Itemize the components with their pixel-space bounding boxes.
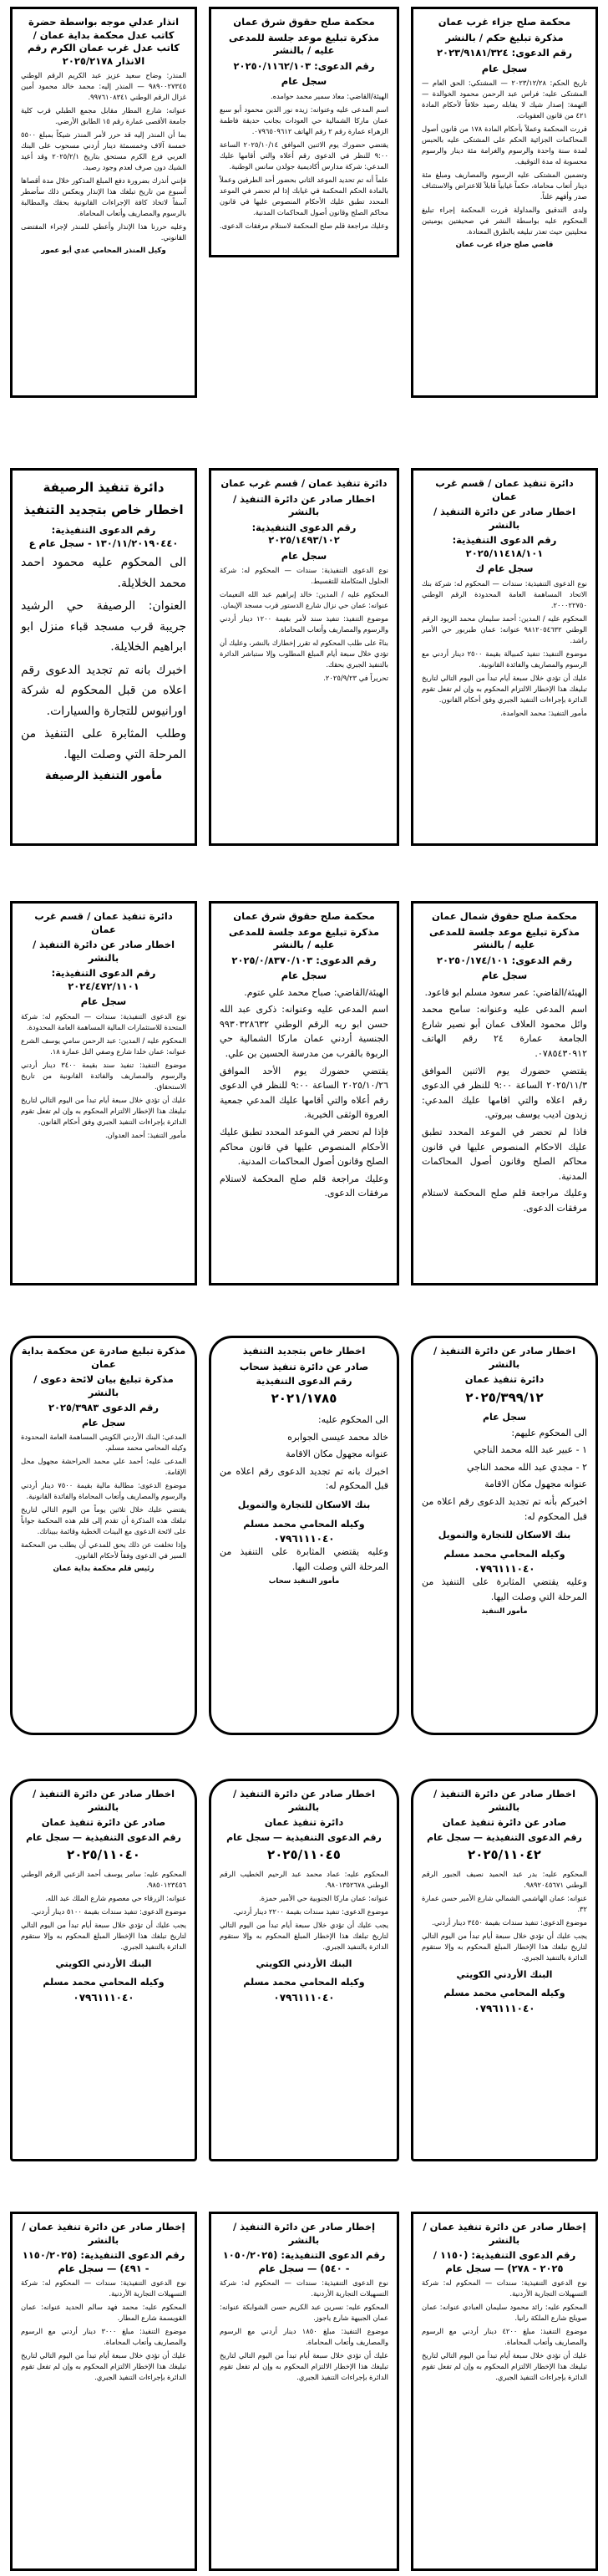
notice-paragraph: موضوع التنفيذ: مبلغ ١٨٥٠ دينار أردني مع الرسوم والمصاريف وأتعاب المحاماة. bbox=[220, 2327, 388, 2347]
notice-paragraph: مأمور التنفيذ: محمد الحوامدة. bbox=[500, 708, 587, 717]
notice-title: إخطار صادر عن دائرة تنفيذ عمان / بالنشر bbox=[423, 2221, 586, 2246]
notice-lead: الهيئة/القاضي: عمر سعود مسلم ابو قاعود. bbox=[424, 986, 587, 998]
notice-paragraph: عليك أن تؤدي خلال سبعة أيام تبدأ من اليوم التالي لتاريخ تبليغك هذا الإخطار الالتزام المحكوم به وإن لم تفعل تقوم الدائرة بإجراءات التنفيذ الجبري وفق أحكام القانون. bbox=[21, 1095, 186, 1126]
creditor-bank: بنك الاسكان للتجارة والتمويل bbox=[237, 1499, 371, 1510]
notice-paragraph: فإذا لم تحضر في الموعد المحدد تطبق عليك الأحكام المنصوص عليها في قانون محاكم الصلح وقانون أصول المحاكمات المدنية. bbox=[220, 1126, 388, 1168]
legal-warning-notice bbox=[10, 7, 197, 398]
case-number: رقم الدعوى التنفيذية: ١٣٠/١١/٢٠١٩٠٤٤٠ - سجل عام ع bbox=[28, 524, 179, 549]
notice-title: محكمة صلح حقوق شمال عمان bbox=[432, 910, 577, 922]
notice-paragraph: اسم المدعى عليه وعنوانه: ذكرى عبد الله حسن ابو ريه الرقم الوطني ٩٩٣٠٣٢٨٦٣٢ الجنسية أردني عمان ماركا الشمالية حي الربوة بالقرب من مدرسة الحسين بن علي. bbox=[220, 1004, 388, 1059]
notice-paragraph: عنوانه: الزرقاء حي معصوم شارع الملك عبد الله. bbox=[45, 1893, 186, 1902]
notice-paragraph: يقتضي حضورك يوم الأحد الموافق ٢٠٢٥/١٠/٢٦ الساعة ٩:٠٠ للنظر في الدعوى رقم أعلاه والتي أقامها عليك المدعي جمعية العروة الوثقى الخيرية. bbox=[220, 1065, 388, 1121]
notice-paragraph: المحكوم عليه / المدين: عبد الرحمن سامي يوسف الشرع عنوانه: عمان خلدا شارع وصفي التل عمارة ١٨. bbox=[21, 1036, 186, 1056]
notice-paragraph: العنوان: الرصيفة حي الرشيد جريبة قرب مسجد قباء منزل ابو ابراهيم الخلايلة. bbox=[21, 599, 186, 654]
execution-notice bbox=[10, 901, 197, 1285]
notice-paragraph: المحكوم عليه: نسرين عبد الكريم حسن الشوابكة عنوانه: عمان الجبيهة شارع ياجوز. bbox=[220, 2303, 388, 2323]
lawyer-name: وكيله المحامي محمد مسلم bbox=[43, 1977, 165, 1988]
case-number: رقم الدعوى: ٢٠٢٥/٠/٨٣٧٠/١٠٣ bbox=[231, 954, 377, 966]
execution-notice bbox=[10, 1779, 197, 2161]
creditor-bank: البنك الأردني الكويتي bbox=[55, 1957, 152, 1969]
case-number: ٢٠٢٥/٣٩٩/١٢ bbox=[465, 1389, 544, 1405]
notice-title: اخطار صادر عن دائرة التنفيذ / بالنشر bbox=[433, 1788, 576, 1813]
notice-paragraph: المحكوم عليه: رائد محمود سليمان العبادي عنوانه: عمان صويلح شارع الملكة رانيا. bbox=[422, 2303, 587, 2323]
execution-renewal-notice bbox=[411, 1336, 598, 1735]
notice-paragraph: علماً أنه تم تحديد الموعد الثاني بحضور أحد الطرفين وعملاً بالمادة الحكم المحكمة في غيابك إذا لم تحضر في الموعد المحدد تطبق عليك الأحكام المنصوص عليها في قانون محاكم الصلح وقانون أصول المحاكمات المدنية. bbox=[220, 175, 388, 216]
notice-paragraph: نوع الدعوى التنفيذية: سندات — المحكوم له: شركة الحلول المتكاملة للتقسيط. bbox=[220, 566, 388, 586]
case-number: رقم الدعوى التنفيذية: ٢٠٢٥/١١٤١٨/١٠١ bbox=[452, 534, 557, 559]
notice-subtitle: صادر عن دائرة تنفيذ عمان bbox=[41, 1816, 166, 1829]
case-number: ٢٠٢٥/١١٠٤٥ bbox=[267, 1846, 341, 1862]
notice-title: محكمة صلح جزاء غرب عمان bbox=[438, 16, 571, 28]
case-type: سجل عام bbox=[80, 995, 127, 1008]
notice-title: مذكرة تبليغ صادرة عن محكمة بداية عمان bbox=[21, 1345, 186, 1370]
notice-paragraph: المدعي: البنك الأردني الكويتي المساهمة العامة المحدودة وكيله المحامي محمد مسلم. bbox=[21, 1432, 186, 1452]
notice-paragraph: موضوع التنفيذ: تنفيذ كمبيالة بقيمة ٢٥٠٠ دينار أردني مع الرسوم والمصاريف والفائدة القانونية. bbox=[422, 649, 587, 669]
notice-paragraph: عليك أن تؤدي خلال سبعة أيام تبدأ من اليوم التالي لتاريخ تبليغك هذا الإخطار الالتزام المحكوم به وإن لم تفعل تقوم الدائرة بإجراءات التنفيذ الجبري وفق أحكام القانون. bbox=[422, 673, 587, 704]
execution-renewal-notice bbox=[209, 1336, 399, 1735]
case-type: سجل عام bbox=[481, 62, 528, 74]
notice-paragraph: وعليك مراجعة قلم صلح المحكمة لاستلام مرفقات الدعوى. bbox=[220, 1173, 388, 1199]
notice-signature: قاضي صلح جزاء غرب عمان bbox=[455, 241, 554, 250]
notice-subtitle: اخطار صادر عن دائرة التنفيذ / بالنشر bbox=[232, 492, 376, 518]
notice-paragraph: وعليه حررنا هذا الإنذار وأعطي للمنذر لإجراء المقتضى القانوني. bbox=[21, 222, 186, 242]
notice-paragraph: عليك أن تؤدي خلال سبعة أيام تبدأ من اليوم التالي لتاريخ تبليغك هذا الإخطار الالتزام المحكوم به وإن لم تفعل تقوم الدائرة بإجراءات التنفيذ الجبري. bbox=[21, 2351, 186, 2382]
notice-title: اخطار صادر عن دائرة التنفيذ / بالنشر bbox=[433, 1345, 576, 1370]
notice-line: اخبرك بانه تم تجديد الدعوى رقم اعلاه من قبل المحكوم له: bbox=[220, 1465, 388, 1492]
lawyer-name: وكيله المحامي محمد مسلم bbox=[243, 1977, 365, 1988]
notice-subtitle: مذكرة تبليغ بيان لائحة دعوى / بالنشر bbox=[33, 1373, 174, 1398]
notice-paragraph: يجب عليك أن تؤدي خلال سبعة أيام تبدأ من اليوم التالي لتاريخ تبلغك هذا الإخطار المبلغ المحكوم به وإلا ستقوم الدائرة بالتنفيذ الجبري. bbox=[21, 1920, 186, 1951]
notice-paragraph: اخبرك بانه تم تجديد الدعوى رقم اعلاه من قبل المحكوم له شركة اورانيوس للتجارة والسيارات. bbox=[21, 663, 186, 718]
notice-paragraph: المنذر: وضاح سعيد عزيز عبد الكريم الرقم الوطني ٩٨٩٠٠٢٧٣٤٥ — المنذر إليه: محمد خالد محمود أمين غزال الرقم الوطني ٩٩٧٦١٠٨٣٤١. bbox=[21, 71, 186, 102]
execution-notice bbox=[411, 468, 598, 846]
notice-subtitle: اخطار صادر عن دائرة التنفيذ / بالنشر bbox=[433, 506, 576, 531]
notice-paragraph: عليك أن تؤدي خلال سبعة أيام تبدأ من اليوم التالي لتاريخ تبليغك هذا الإخطار الالتزام المحكوم به وإن لم تفعل تقوم الدائرة بإجراءات التنفيذ الجبري. bbox=[220, 2351, 388, 2382]
case-number: ٢٠٢١/١٧٨٥ bbox=[271, 1391, 337, 1407]
notice-paragraph: المحكوم عليه / المدين: أحمد سليمان محمد الزيود الرقم الوطني ٩٨١٢٠٥٤٦٣٢ عنوانه: عمان طبربور حي الأمير راشد. bbox=[422, 613, 587, 644]
notice-paragraph: قررت المحكمة وعملاً بأحكام المادة ١٧٨ من قانون أصول المحاكمات الجزائية الحكم على المشتكى عليه بالحبس لمدة سنة واحدة والرسوم والغرامة مئة دينار والرسوم محسوبة له مدة التوقيف. bbox=[422, 125, 588, 166]
notice-paragraph: موضوع الدعوى: تنفيذ سندات بقيمة ٥١٠٠ دينار أردني. bbox=[31, 1907, 186, 1916]
execution-notice bbox=[209, 2212, 399, 2571]
notice-subtitle: مذكرة تبليغ موعد جلسة للمدعى عليه / بالنشر bbox=[428, 925, 580, 951]
phone-number: ٠٧٩٦١١١٠٤٠ bbox=[273, 1991, 335, 2003]
notice-title: دائرة تنفيذ الرصيفة bbox=[43, 480, 165, 495]
notice-title: دائرة تنفيذ عمان / قسم غرب عمان bbox=[220, 477, 388, 489]
lawyer-name: وكيله المحامي محمد مسلم bbox=[443, 1988, 565, 1999]
notice-subtitle: مذكرة تبليغ حكم / بالنشر bbox=[445, 31, 564, 43]
notice-signature: مأمور التنفيذ bbox=[481, 1607, 528, 1616]
creditor-bank: البنك الأردني الكويتي bbox=[256, 1957, 352, 1969]
phone-number: ٠٧٩٦١١١٠٤٠ bbox=[474, 1563, 535, 1576]
creditor-bank: البنك الأردني الكويتي bbox=[456, 1968, 553, 1980]
notice-paragraph: المحكوم عليه: عماد محمد عبد الرحيم الخطيب الرقم الوطني ٩٨٠١٣٥٢٦٧٨. bbox=[220, 1869, 388, 1889]
execution-notice bbox=[411, 1779, 598, 2161]
court-claim-notice bbox=[10, 1336, 197, 1735]
notice-paragraph: عنوانه: عمان الهاشمي الشمالي شارع الأمير حسن عمارة ٣٢. bbox=[422, 1893, 587, 1913]
notice-paragraph: وطلب المثابرة على التنفيذ من المرحلة التي وصلت اليها. bbox=[21, 727, 186, 761]
case-type: سجل عام bbox=[481, 970, 528, 982]
execution-notice bbox=[209, 1779, 399, 2161]
notice-paragraph: موضوع التنفيذ: تنفيذ سند لأمر بقيمة ١٢٠٠ دينار أردني والرسوم والمصاريف وأتعاب المحاماة. bbox=[220, 614, 389, 634]
notice-paragraph: بما أن المنذر إليه قد حرر لأمر المنذر شيكاً بمبلغ ٥٥٠٠ خمسة آلاف وخمسمئة دينار أردني مسحوب على البنك العربي فرع الكرم مستحق بتاريخ ٢٠٢٥/٢/١ وقد أعيد الشيك دون صرف لعدم وجود رصيد. bbox=[21, 130, 186, 172]
case-number: رقم الدعوى التنفيذية: (١٠٥٠/٢٠٢٥ - ٥٤٠) — سجل عام bbox=[222, 2249, 386, 2274]
execution-notice bbox=[411, 2212, 598, 2571]
notice-line: اخبركم بأنه تم تجديد الدعوى رقم اعلاه من قبل المحكوم له: bbox=[422, 1495, 587, 1522]
notice-paragraph: بناءً على طلب المحكوم له تقرر إخطارك بالنشر، وعليك أن تؤدي خلال سبعة أيام المبلغ المطلوب وإلا ستباشر الدائرة بالتنفيذ الجبري بحقك. bbox=[220, 639, 388, 669]
notice-subtitle: دائرة تنفيذ عمان bbox=[464, 1373, 545, 1386]
notice-signature: مأمور التنفيذ الرصيفة bbox=[44, 770, 163, 783]
notice-subtitle: اخطار صادر عن دائرة التنفيذ / بالنشر bbox=[32, 939, 175, 964]
execution-notice bbox=[209, 468, 399, 846]
notice-subtitle: مذكرة تبليغ موعد جلسة للمدعى عليه / بالنشر bbox=[228, 31, 379, 57]
notice-lead: الهيئة/القاضي: صباح محمد علي عتوم. bbox=[244, 986, 388, 998]
case-type: رقم الدعوى التنفيذية — سجل عام bbox=[427, 1831, 582, 1843]
notice-paragraph: تحريراً في ٢٠٢٥/٩/٢٣. bbox=[323, 674, 388, 683]
case-number: رقم الدعوى: ٢٠٢٥٠/١١٦٢/١٠٣ bbox=[233, 59, 375, 72]
notice-line: خالد محمد عيسى الجوابره bbox=[287, 1431, 388, 1443]
notice-paragraph: وعليك مراجعة قلم صلح المحكمة لاستلام مرفقات الدعوى. bbox=[219, 221, 388, 230]
notice-title: محكمة صلح حقوق شرق عمان bbox=[233, 16, 375, 28]
notice-paragraph: نوع الدعوى التنفيذية: سندات — المحكوم له: شركة المتحدة للاستثمارات المالية المساهمة العامة المحدودة. bbox=[21, 1011, 186, 1031]
notice-title: اخطار صادر عن دائرة التنفيذ / بالنشر bbox=[32, 1788, 175, 1813]
notice-title: إخطار صادر عن دائرة التنفيذ / بالنشر bbox=[232, 2221, 376, 2246]
notice-paragraph: اسم المدعى عليه وعنوانه: زيده نور الدين محمود أبو سبع عمان ماركا الشمالية حي العودات بجانب حديقة فاطمة الزهراء عمارة رقم ٢ رقم الهاتف ٠٧٩٦٥٠٩٦١٢. bbox=[220, 104, 388, 135]
notice-title: دائرة تنفيذ عمان / قسم غرب عمان bbox=[435, 477, 574, 502]
phone-number: ٠٧٩٦١١١٠٤٠ bbox=[73, 1991, 134, 2003]
notice-paragraph: موضوع الدعوى: تنفيذ سندات بقيمة ٢٢٠٠ دينار أردني. bbox=[233, 1907, 388, 1916]
notice-title: انذار عدلي موجه بواسطة حضرة كاتب عدل محكمة بداية عمان / كاتب عدل غرب عمان الكرم رقم الانذار ٢٠٢٥/٢١٧٨ bbox=[28, 16, 180, 67]
creditor-bank: بنك الاسكان للتجارة والتمويل bbox=[438, 1530, 571, 1541]
notice-paragraph: المحكوم عليه: بدر عبد الحميد نصيف الجبور الرقم الوطني ٩٨٩٢٠٤٥٦٧١. bbox=[422, 1869, 587, 1889]
case-type: رقم الدعوى التنفيذية — سجل عام bbox=[26, 1831, 181, 1843]
notice-line: عنوانه مجهول مكان الاقامة bbox=[286, 1448, 388, 1460]
case-type: رقم الدعوى التنفيذية — سجل عام bbox=[226, 1831, 382, 1843]
lawyer-name: وكيله المحامي محمد مسلم bbox=[243, 1518, 365, 1530]
notice-paragraph: المحكوم عليه: سامر يوسف أحمد الزعبي الرقم الوطني ٩٨٥٠١٢٣٤٥٦. bbox=[21, 1869, 186, 1889]
case-number: رقم الدعوى: ٢٠٢٣/٩١٨١/٣٢٤ bbox=[437, 47, 572, 59]
notice-paragraph: تاريخ الحكم: ٢٠٢٣/١٢/٢٨ — المشتكي: الحق العام — المشتكى عليه: فراس عبد الرحمن محمود الخوالدة — التهمة: إصدار شيك لا يقابله رصيد خلافاً لأحكام المادة ٤٢١ من قانون العقوبات. bbox=[422, 79, 588, 120]
notice-line: الى المحكوم عليهم: bbox=[511, 1427, 587, 1438]
notice-paragraph: نوع الدعوى التنفيذية: سندات — المحكوم له: شركة التسهيلات التجارية الأردنية. bbox=[21, 2278, 186, 2299]
notice-subtitle: دائرة تنفيذ عمان bbox=[264, 1816, 344, 1829]
case-type: سجل عام bbox=[281, 549, 327, 562]
notice-signature: وكيل المنذر المحامي عدي أبو عمور bbox=[41, 247, 166, 256]
notice-paragraph: وعليك مراجعة قلم صلح المحكمة لاستلام مرفقات الدعوى. bbox=[422, 1188, 587, 1214]
notice-signature: رئيس قلم محكمة بداية عمان bbox=[53, 1564, 155, 1573]
notice-paragraph: ولدى التدقيق والمداولة قررت المحكمة إجراء تبليغ المحكوم عليه بواسطة النشر في صحيفتين يوميتين محليتين حيث تعذر تبليغه بالطرق المعتادة. bbox=[422, 206, 587, 237]
notice-title: اخطار خاص بتجديد التنفيذ bbox=[242, 1345, 366, 1357]
notice-paragraph: مأمور التنفيذ: أحمد العدوان. bbox=[104, 1130, 186, 1139]
notice-paragraph: يقتضي حضورك يوم الاثنين الموافق ٢٠٢٥/١٠/١٤ الساعة ٩:٠٠ للنظر في الدعوى رقم أعلاه والتي أقامها عليك المدعي: شركة مدارس أكاديمية جولدن سانس الوطنية. bbox=[220, 140, 388, 171]
notice-paragraph: موضوع التنفيذ: مبلغ ٤٢٠٠ دينار أردني مع الرسوم والمصاريف وأتعاب المحاماة. bbox=[422, 2327, 587, 2347]
notice-paragraph: يجب عليك أن تؤدي خلال سبعة أيام تبدأ من اليوم التالي لتاريخ تبلغك هذا الإخطار المبلغ المحكوم به وإلا ستقوم الدائرة بالتنفيذ الجبري. bbox=[422, 1931, 587, 1962]
notice-paragraph: يجب عليك أن تؤدي خلال سبعة أيام تبدأ من اليوم التالي لتاريخ تبلغك هذا الإخطار المبلغ المحكوم به وإلا ستقوم الدائرة بالتنفيذ الجبري. bbox=[220, 1920, 388, 1951]
notice-footer: وعليه يقتضي المثابرة على التنفيذ من المرحلة التي وصلت اليها. bbox=[422, 1576, 587, 1602]
notice-title: دائرة تنفيذ عمان / قسم غرب عمان bbox=[34, 910, 173, 935]
court-judgment-notice bbox=[411, 7, 598, 398]
lawyer-name: وكيله المحامي محمد مسلم bbox=[443, 1548, 565, 1560]
notice-paragraph: المحكوم عليه / المدين: خالد إبراهيم عبد الله النعيمات عنوانه: عمان حي نزال شارع الدستور قرب مسجد الإيمان. bbox=[220, 590, 388, 610]
case-number: رقم الدعوى التنفيذية: ٢٠٢٥/١٤٩٣/١٠٢ bbox=[251, 521, 357, 547]
hearing-summons-notice bbox=[411, 901, 598, 1285]
notice-title: إخطار صادر عن دائرة تنفيذ عمان / بالنشر bbox=[22, 2221, 185, 2246]
case-number: رقم الدعوى ٢٠٢٥/٣٩٨٣ bbox=[48, 1402, 160, 1414]
case-type: سجل عام bbox=[281, 970, 327, 982]
notice-paragraph: يقتضي عليك خلال ثلاثين يوماً من اليوم التالي لتاريخ تبلغك هذه المذكرة أن تقدم إلى قلم هذه المحكمة جواباً على لائحة الدعوى مع البينات الخطية وقائمة ببيناتك. bbox=[21, 1504, 186, 1535]
notice-paragraph: موضوع التنفيذ: تنفيذ سند بقيمة ٣٤٠٠ دينار أردني والرسوم والمصاريف والفائدة القانونية من تاريخ الاستحقاق. bbox=[21, 1060, 187, 1091]
notice-paragraph: موضوع التنفيذ: مبلغ ٣٠٠٠ دينار أردني مع الرسوم والمصاريف وأتعاب المحاماة. bbox=[21, 2327, 186, 2347]
notice-paragraph: نوع الدعوى التنفيذية: سندات — المحكوم له: شركة بنك الاتحاد المساهمة العامة المحدودة الرقم الوطني ٢٠٠٠٢٢٧٥٠. bbox=[422, 578, 587, 609]
hearing-summons-notice bbox=[209, 901, 399, 1285]
case-type: سجل عام bbox=[281, 75, 327, 88]
notice-subtitle: مذكرة تبليغ موعد جلسة للمدعى عليه / بالنشر bbox=[228, 925, 379, 951]
notice-title: اخطار صادر عن دائرة التنفيذ / بالنشر bbox=[232, 1788, 376, 1813]
case-type: سجل عام bbox=[482, 1411, 527, 1423]
case-number: ٢٠٢٥/١١٠٤٠ bbox=[67, 1846, 140, 1862]
notice-paragraph: عنوانه: شارع المطار مقابل مجمع الطبلي قرب كلية جامعة الأقصى عمارة رقم ١٥ الطابق الأرضي. bbox=[21, 106, 186, 126]
notice-paragraph: نوع الدعوى التنفيذية: سندات — المحكوم له: شركة التسهيلات التجارية الأردنية. bbox=[422, 2278, 587, 2299]
notice-subtitle: صادر عن دائرة تنفيذ سحاب bbox=[239, 1360, 369, 1372]
execution-renewal-notice bbox=[10, 468, 197, 846]
case-type: سجل عام ك bbox=[475, 563, 534, 575]
case-number: ٢٠٢٥/١١٠٤٢ bbox=[468, 1846, 541, 1862]
notice-paragraph: وإذا تخلفت عن ذلك يحق للمدعي أن يطلب من المحكمة السير في الدعوى وفقاً لأحكام القانون. bbox=[21, 1540, 186, 1560]
notice-paragraph: نوع الدعوى التنفيذية: سندات — المحكوم له: شركة التسهيلات التجارية الأردنية. bbox=[220, 2278, 388, 2299]
notice-line: ١ - عبير عبد الله محمد الناجي bbox=[474, 1444, 587, 1456]
notice-paragraph: عنوانه: عمان ماركا الجنوبية حي الأمير حمزة. bbox=[258, 1893, 388, 1902]
case-type: سجل عام bbox=[81, 1417, 126, 1428]
notice-paragraph: عليك أن تؤدي خلال سبعة أيام تبدأ من اليوم التالي لتاريخ تبليغك هذا الإخطار الالتزام المحكوم به وإن لم تفعل تقوم الدائرة بإجراءات التنفيذ الجبري. bbox=[422, 2351, 587, 2382]
notice-signature: مأمور التنفيذ سحاب bbox=[268, 1577, 340, 1586]
phone-number: ٠٧٩٦١١١٠٤٠ bbox=[273, 1533, 335, 1545]
phone-number: ٠٧٩٦١١١٠٤٠ bbox=[474, 2002, 535, 2014]
notice-paragraph: المحكوم عليه: محمد فهد سالم الحديد عنوانه: عمان القويسمة شارع المطار. bbox=[21, 2303, 186, 2323]
execution-notice bbox=[10, 2212, 197, 2571]
case-number: رقم الدعوى التنفيذية: (١١٥٠/٢٠٢٥ - ٤٩١) — سجل عام bbox=[22, 2249, 185, 2274]
notice-paragraph: الى المحكوم عليه محمود احمد محمد الخلايلة. bbox=[21, 556, 186, 590]
case-number: رقم الدعوى التنفيذية: ٢٠٢٤/٤٧٢/١١٠١ bbox=[51, 967, 156, 992]
hearing-summons-notice bbox=[209, 7, 399, 257]
notice-subtitle: صادر عن دائرة تنفيذ عمان bbox=[442, 1816, 567, 1829]
notice-paragraph: وتضمين المشتكى عليه الرسوم والمصاريف ومبلغ مئة دينار أتعاب محاماة، حكماً غيابياً قابلاً للاعتراض والاستئناف صدر وأفهم علناً. bbox=[422, 171, 587, 201]
notice-paragraph: موضوع الدعوى: مطالبة مالية بقيمة ٧٥٠٠ دينار أردني والرسوم والمصاريف وأتعاب المحاماة والفائدة القانونية. bbox=[21, 1480, 186, 1500]
notice-paragraph: موضوع الدعوى: تنفيذ سندات بقيمة ٣٤٥٠ دينار أردني. bbox=[432, 1917, 587, 1927]
notice-paragraph: فإنني أنذرك بضرورة دفع المبلغ المذكور خلال مدة أقصاها أسبوع من تاريخ تبلغك هذا الإنذار وبعكس ذلك سأضطر آسفاً لاتخاذ كافة الإجراءات القانونية بحقك والمطالبة بالرسوم والمصاريف وأتعاب المحاماة. bbox=[21, 176, 186, 218]
case-type: رقم الدعوى التنفيذية bbox=[256, 1376, 352, 1387]
notice-paragraph: فاذا لم تحضر في الموعد المحدد تطبق عليك الاحكام المنصوص عليها في قانون محاكم الصلح وقانون أصول المحاكمات المدنية. bbox=[422, 1126, 587, 1182]
notice-line: ٢ - مجدي عبد الله محمد الناجي bbox=[466, 1461, 587, 1473]
notice-footer: وعليه يقتضي المثابرة على التنفيذ من المرحلة التي وصلت اليها. bbox=[220, 1546, 388, 1572]
notice-lead: الهيئة/القاضي: معاذ سمير محمد حوامده. bbox=[270, 91, 388, 100]
case-number: رقم الدعوى التنفيذية: (١١٥٠ / ٢٠٢٥ - ٢٧٨) — سجل عام bbox=[433, 2249, 576, 2274]
notice-title: محكمة صلح حقوق شرق عمان bbox=[233, 910, 375, 922]
notice-paragraph: المدعى عليه: أحمد علي محمد الحراحشة مجهول محل الإقامة. bbox=[21, 1456, 186, 1476]
notice-line: الى المحكوم عليه: bbox=[317, 1414, 388, 1426]
notice-subtitle: اخطار خاص بتجديد التنفيذ bbox=[23, 502, 184, 517]
notice-paragraph: يقتضي حضورك يوم الاثنين الموافق ٢٠٢٥/١١/٣ الساعة ٩:٠٠ للنظر في الدعوى رقم اعلاه والتي اقامها عليك المدعي: زيدون اديب يوسف بيروتي. bbox=[422, 1065, 587, 1121]
case-number: رقم الدعوى: ٢٠٢٥٠/١٧٤/١٠١ bbox=[437, 954, 572, 966]
notice-paragraph: اسم المدعى عليه وعنوانه: سامح محمد وائل محمود العلاف عمان أبو نصير شارع الجامعة عمارة ٢٤ رقم الهاتف ٠٧٨٥٤٣٠٩١٢. bbox=[422, 1004, 587, 1059]
notice-line: عنوانه مجهول مكان الاقامة bbox=[484, 1479, 587, 1490]
